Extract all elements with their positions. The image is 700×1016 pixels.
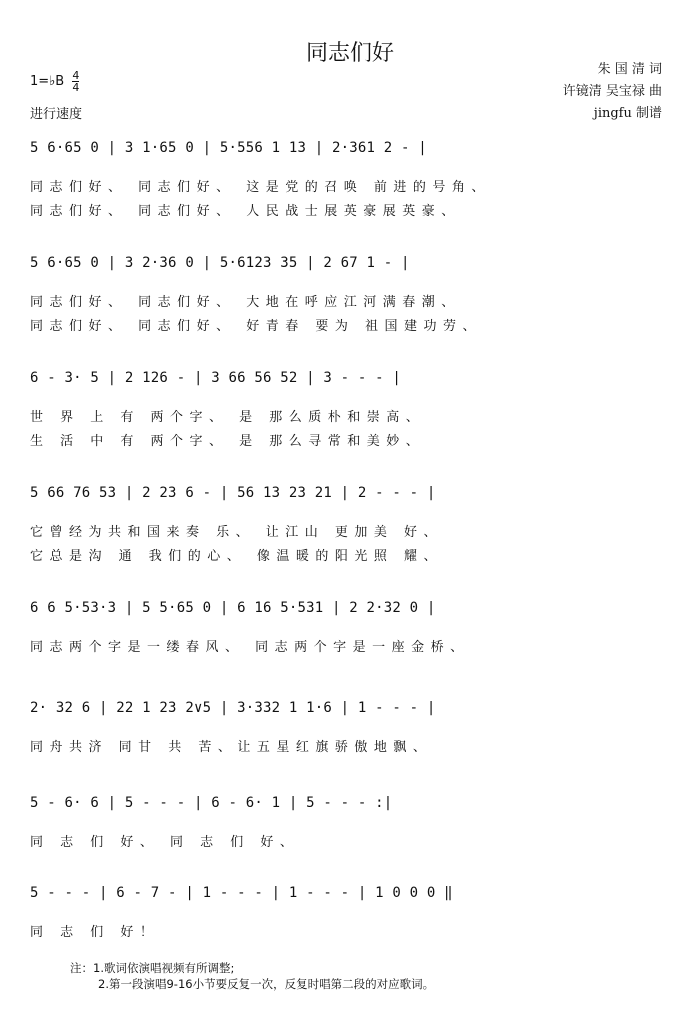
composer-credit: 许镜清 吴宝禄 曲	[562, 84, 662, 99]
time-signature	[72, 70, 79, 93]
lyrics-verse-1: 世 界 上 有 两个字、 是 那么质朴和崇高、	[30, 410, 426, 425]
lyricist-credit: 朱 国 清 词	[597, 62, 662, 77]
lyrics-verse-1: 同 志 们 好、 同 志 们 好、	[30, 835, 300, 850]
notation-line: 5 66 76 53 | 2 23 6 - | 56 13 23 21 | 2 - - - |	[30, 485, 436, 501]
lyrics-verse-2: 同志们好、 同志们好、 人民战士展英豪展英豪、	[30, 204, 461, 219]
lyrics-verse-1: 同志们好、 同志们好、 这是党的召唤 前进的号角、	[30, 180, 491, 195]
notation-line: 2· 32 6 | 22 1 23 2∨5 | 3·332 1 1·6 | 1 - - - |	[30, 700, 436, 716]
meter-top: 4	[72, 69, 80, 82]
notation-line: 5 6·65 0 | 3 1·65 0 | 5·556 1 13 | 2·361 2 - |	[30, 140, 427, 156]
footer-notes	[70, 960, 434, 992]
notation-line: 6 - 3· 5 | 2 126 - | 3 66 56 52 | 3 - - - |	[30, 370, 402, 386]
lyrics-verse-2: 它总是沟 通 我们的心、 像温暖的阳光照 耀、	[30, 549, 444, 564]
lyrics-verse-1: 同志两个字是一缕春风、 同志两个字是一座金桥、	[30, 640, 470, 655]
notation-line: 6 6 5·53·3 | 5 5·65 0 | 6 16 5·531 | 2 2·32 0 |	[30, 600, 436, 616]
score-system	[0, 255, 700, 373]
notation-line: 5 - 6· 6 | 5 - - - | 6 - 6· 1 | 5 - - - :|	[30, 795, 393, 811]
score-system	[0, 485, 700, 603]
notation-line: 5 - - - | 6 - 7 - | 1 - - - | 1 - - - | 1 0 0 0 ‖	[30, 885, 453, 901]
lyrics-verse-1: 同志们好、 同志们好、 大地在呼应江河满春潮、	[30, 295, 461, 310]
notation-line: 5 6·65 0 | 3 2·36 0 | 5·6123 35 | 2 67 1 - |	[30, 255, 410, 271]
lyrics-verse-2: 同志们好、 同志们好、 好青春 要为 祖国建功劳、	[30, 319, 483, 334]
key-label: 1=♭B	[30, 74, 65, 89]
lyrics-verse-1: 同 志 们 好！	[30, 925, 160, 940]
lyrics-verse-1: 它曾经为共和国来奏 乐、 让江山 更加美 好、	[30, 525, 444, 540]
score-system	[0, 140, 700, 258]
song-title: 同志们好	[305, 41, 394, 66]
lyrics-verse-1: 同舟共济 同甘 共 苦、让五星红旗骄傲地飘、	[30, 740, 433, 755]
lyrics-verse-2: 生 活 中 有 两个字、 是 那么寻常和美妙、	[30, 434, 426, 449]
score-system	[0, 370, 700, 488]
footer-note-2: 2.第一段演唱9-16小节要反复一次，反复时唱第二段的对应歌词。	[98, 977, 435, 991]
meter-bottom: 4	[72, 81, 80, 94]
footer-note-1: 注：1.歌词依演唱视频有所调整;	[70, 961, 235, 975]
tempo-marking: 进行速度	[30, 107, 83, 122]
transcriber-credit: jingfu 制谱	[593, 106, 662, 121]
key-signature	[30, 70, 79, 93]
